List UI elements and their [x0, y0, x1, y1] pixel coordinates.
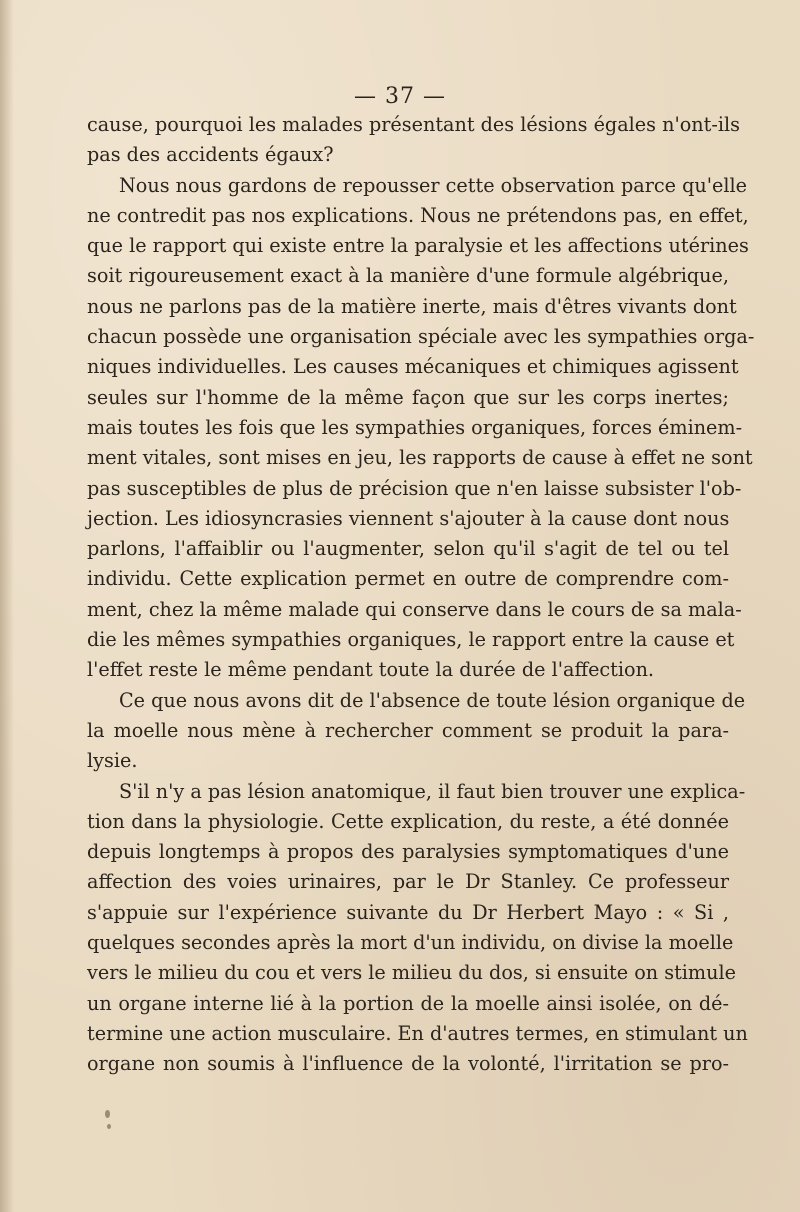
paper-spot: [107, 1124, 111, 1129]
text-line: depuis longtemps à propos des paralysies symptomatiques d'une: [87, 840, 729, 864]
page-edge-shadow: [0, 0, 14, 1212]
text-line: termine une action musculaire. En d'autres termes, en stimulant un: [87, 1021, 748, 1045]
text-line: pas des accidents égaux?: [87, 143, 334, 167]
text-line: ne contredit pas nos explications. Nous ne prétendons pas, en effet,: [87, 203, 749, 227]
text-line: que le rapport qui existe entre la paralysie et les affections utérines: [87, 234, 749, 258]
text-line: niques individuelles. Les causes mécaniques et chimiques agissent: [87, 355, 739, 379]
text-line: seules sur l'homme de la même façon que sur les corps inertes;: [87, 385, 729, 409]
text-line: pas susceptibles de plus de précision que n'en laisse subsister l'ob-: [87, 476, 742, 500]
text-line: jection. Les idiosyncrasies viennent s'ajouter à la cause dont nous: [87, 506, 730, 530]
body-text: [87, 110, 755, 1080]
text-line: affection des voies urinaires, par le Dr Stanley. Ce professeur: [87, 870, 729, 894]
text-line: un organe interne lié à la portion de la moelle ainsi isolée, on dé-: [87, 991, 729, 1015]
page-number: — 37 —: [354, 84, 446, 109]
text-line: individu. Cette explication permet en outre de comprendre com-: [87, 567, 729, 591]
text-line: S'il n'y a pas lésion anatomique, il faut bien trouver une explica-: [119, 779, 746, 803]
text-line: vers le milieu du cou et vers le milieu du dos, si ensuite on stimule: [87, 961, 736, 985]
text-line: Ce que nous avons dit de l'absence de toute lésion organique de: [119, 688, 746, 712]
text-line: nous ne parlons pas de la matière inerte, mais d'êtres vivants dont: [87, 294, 737, 318]
text-line: organe non soumis à l'influence de la volonté, l'irritation se pro-: [87, 1052, 729, 1076]
text-line: l'effet reste le même pendant toute la durée de l'affection.: [87, 658, 655, 682]
text-line: Nous nous gardons de repousser cette observation parce qu'elle: [119, 173, 747, 197]
text-line: cause, pourquoi les malades présentant des lésions égales n'ont-ils: [87, 113, 740, 136]
paper-spot: [105, 1110, 110, 1118]
text-line: parlons, l'affaiblir ou l'augmenter, selon qu'il s'agit de tel ou tel: [87, 537, 729, 561]
text-line: quelques secondes après la mort d'un individu, on divise la moelle: [87, 931, 734, 955]
text-line: soit rigoureusement exact à la manière d'une formule algébrique,: [87, 264, 729, 288]
text-line: tion dans la physiologie. Cette explication, du reste, a été donnée: [87, 809, 729, 833]
text-line: ment vitales, sont mises en jeu, les rapports de cause à effet ne sont: [87, 446, 753, 470]
text-line: s'appuie sur l'expérience suivante du Dr Herbert Mayo : « Si ,: [87, 900, 729, 924]
text-line: mais toutes les fois que les sympathies organiques, forces éminem-: [87, 415, 743, 439]
text-line: ment, chez la même malade qui conserve dans le cours de sa mala-: [87, 597, 742, 621]
text-line: la moelle nous mène à rechercher comment se produit la para-: [87, 718, 729, 742]
text-line: lysie.: [87, 749, 138, 773]
text-line: chacun possède une organisation spéciale avec les sympathies orga-: [87, 325, 755, 349]
text-line: die les mêmes sympathies organiques, le rapport entre la cause et: [87, 628, 735, 652]
